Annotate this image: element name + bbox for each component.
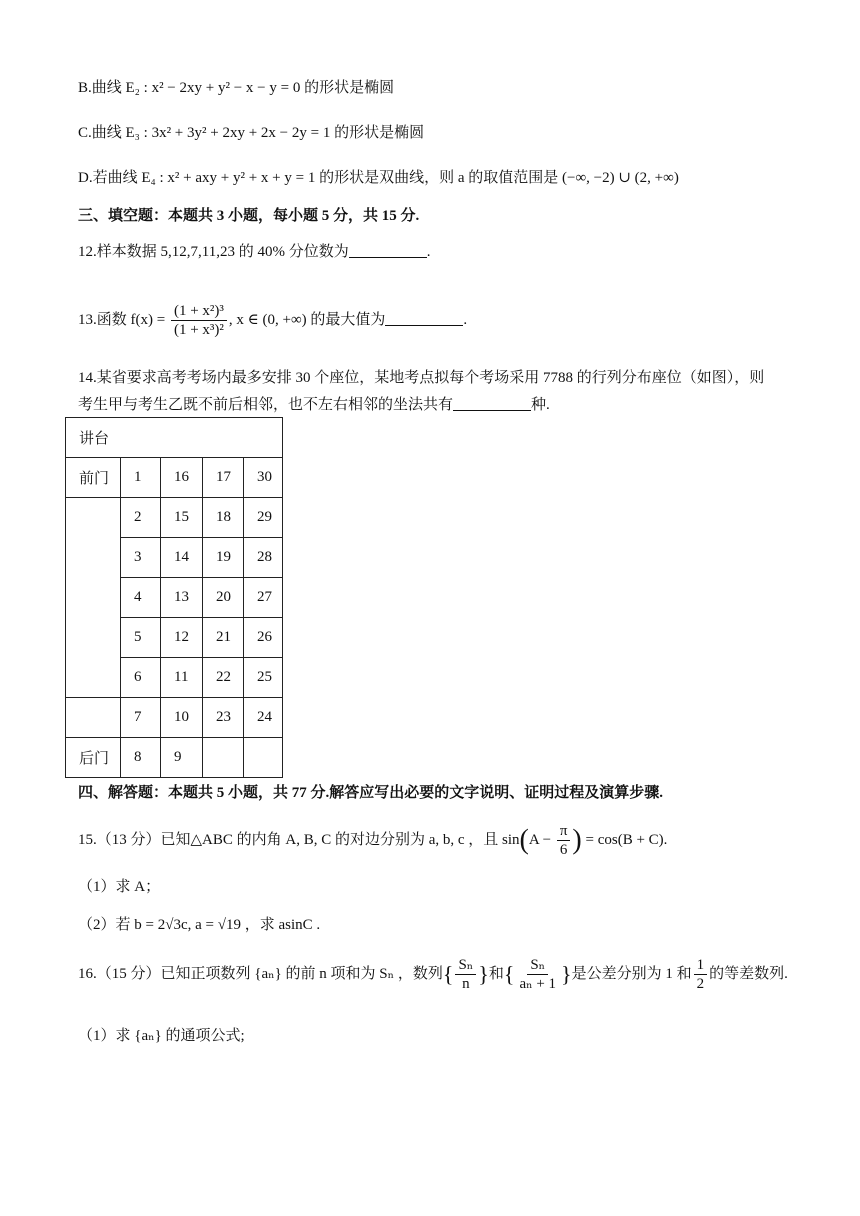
q13-denominator: (1 + x³)² [173,322,224,339]
q16-half-num: 1 [694,956,708,975]
section-4-heading: 四、解答题：本题共 5 小题，共 77 分.解答应写出必要的文字说明、证明过程及演算步骤. [78,785,664,801]
q14-answer-blank [453,396,531,411]
seat-cell: 17 [203,458,244,498]
seat-cell: 3 [121,538,161,578]
seat-cell: 29 [244,498,283,538]
question-15 [78,820,667,860]
question-14-line-1: 14.某省要求高考考场内最多安排 30 个座位，某地考点拟每个考场采用 7788 的行列分布座位（如图），则 [78,370,765,386]
q16-f1-denominator: n [462,976,470,993]
brace-close: } [561,961,572,987]
question-16-part-1: （1）求 {aₙ} 的通项公式; [78,1028,245,1044]
seat-cell: 27 [244,578,283,618]
option-b: B.曲线 E₂ : x² − 2xy + y² − x − y = 0 的形状是椭圆 [78,80,395,96]
brace-open: { [503,961,515,987]
q16-end: 的等差数列. [709,966,788,982]
paren-close: ) [572,824,582,856]
q13-text: 13.函数 f(x) = [78,312,166,328]
table-row [66,498,283,538]
q12-answer-blank [349,243,427,258]
seat-cell: 18 [203,498,244,538]
q13-fraction [171,302,227,339]
seat-cell: 16 [161,458,203,498]
seat-cell: 2 [121,498,161,538]
seat-cell: 14 [161,538,203,578]
q14-text: 考生甲与考生乙既不前后相邻，也不左右相邻的坐法共有 [78,397,454,413]
q15-pi-fraction [557,822,571,859]
q15-pi: π [557,822,571,841]
seat-cell: 12 [161,618,203,658]
q13-answer-blank [385,311,463,326]
aisle-cell [66,698,121,738]
seat-cell: 26 [244,618,283,658]
seat-cell: 11 [161,658,203,698]
q13-numerator: (1 + x²)³ [171,302,227,321]
q16-f2-numerator: Sₙ [527,956,548,975]
seat-cell [244,738,283,778]
seat-cell: 8 [121,738,161,778]
question-16 [78,952,788,997]
seat-cell: 10 [161,698,203,738]
q14-end: 种. [531,397,550,413]
seat-cell [203,738,244,778]
q15-text: 15.（13 分）已知△ABC 的内角 A, B, C 的对边分别为 a, b, c ，且 sin [78,832,520,848]
q16-f1-numerator: Sₙ [455,956,476,975]
seat-cell: 7 [121,698,161,738]
seat-layout-table [65,417,283,778]
question-15-part-1: （1）求 A； [78,879,161,895]
seat-cell: 20 [203,578,244,618]
seat-cell: 19 [203,538,244,578]
seat-cell: 24 [244,698,283,738]
brace-open: { [442,961,454,987]
seat-cell: 9 [161,738,203,778]
paren-open: ( [519,824,529,856]
seat-cell: 23 [203,698,244,738]
q16-text: 16.（15 分）已知正项数列 {aₙ} 的前 n 项和为 Sₙ ，数列 [78,966,443,982]
question-13 [78,300,467,340]
seat-cell: 21 [203,618,244,658]
q16-diff: 是公差分别为 1 和 [571,966,692,982]
option-c: C.曲线 E₃ : 3x² + 3y² + 2xy + 2x − 2y = 1 的形状是椭圆 [78,125,425,141]
q13-end: . [463,312,468,328]
q16-fraction-1 [455,956,476,993]
seat-cell: 6 [121,658,161,698]
question-12 [78,242,430,262]
seat-cell: 5 [121,618,161,658]
podium-cell: 讲台 [66,418,283,458]
back-door-cell: 后门 [66,738,121,778]
seat-cell: 22 [203,658,244,698]
option-d: D.若曲线 E₄ : x² + axy + y² + x + y = 1 的形状是双曲线，则 a 的取值范围是 (−∞, −2) ∪ (2, +∞) [78,170,679,186]
q12-end: . [426,244,431,260]
brace-close: } [478,961,489,987]
q16-half-den: 2 [696,976,705,993]
seat-cell: 1 [121,458,161,498]
seat-cell: 13 [161,578,203,618]
table-row [66,738,283,778]
table-row [66,458,283,498]
question-14-line-2 [78,395,550,415]
seat-cell: 4 [121,578,161,618]
q16-f2-denominator: aₙ + 1 [519,976,557,993]
seat-cell: 15 [161,498,203,538]
question-15-part-2: （2）若 b = 2√3c, a = √19 ，求 asinC . [78,917,321,933]
seat-cell: 25 [244,658,283,698]
q16-half [694,956,708,993]
seat-cell: 28 [244,538,283,578]
q15-arg: A − [528,832,552,848]
seat-cell: 30 [244,458,283,498]
q13-domain: , x ∈ (0, +∞) 的最大值为 [228,312,386,328]
q16-fraction-2 [516,956,559,993]
q12-text: 12.样本数据 5,12,7,11,23 的 40% 分位数为 [78,244,349,260]
q15-six: 6 [559,842,568,859]
front-door-cell: 前门 [66,458,121,498]
table-row [66,698,283,738]
aisle-cell [66,498,121,698]
section-3-heading: 三、填空题：本题共 3 小题，每小题 5 分，共 15 分. [78,208,420,224]
table-row-podium [66,418,283,458]
q15-rhs: = cos(B + C). [585,832,668,848]
q16-and: 和 [488,966,504,982]
